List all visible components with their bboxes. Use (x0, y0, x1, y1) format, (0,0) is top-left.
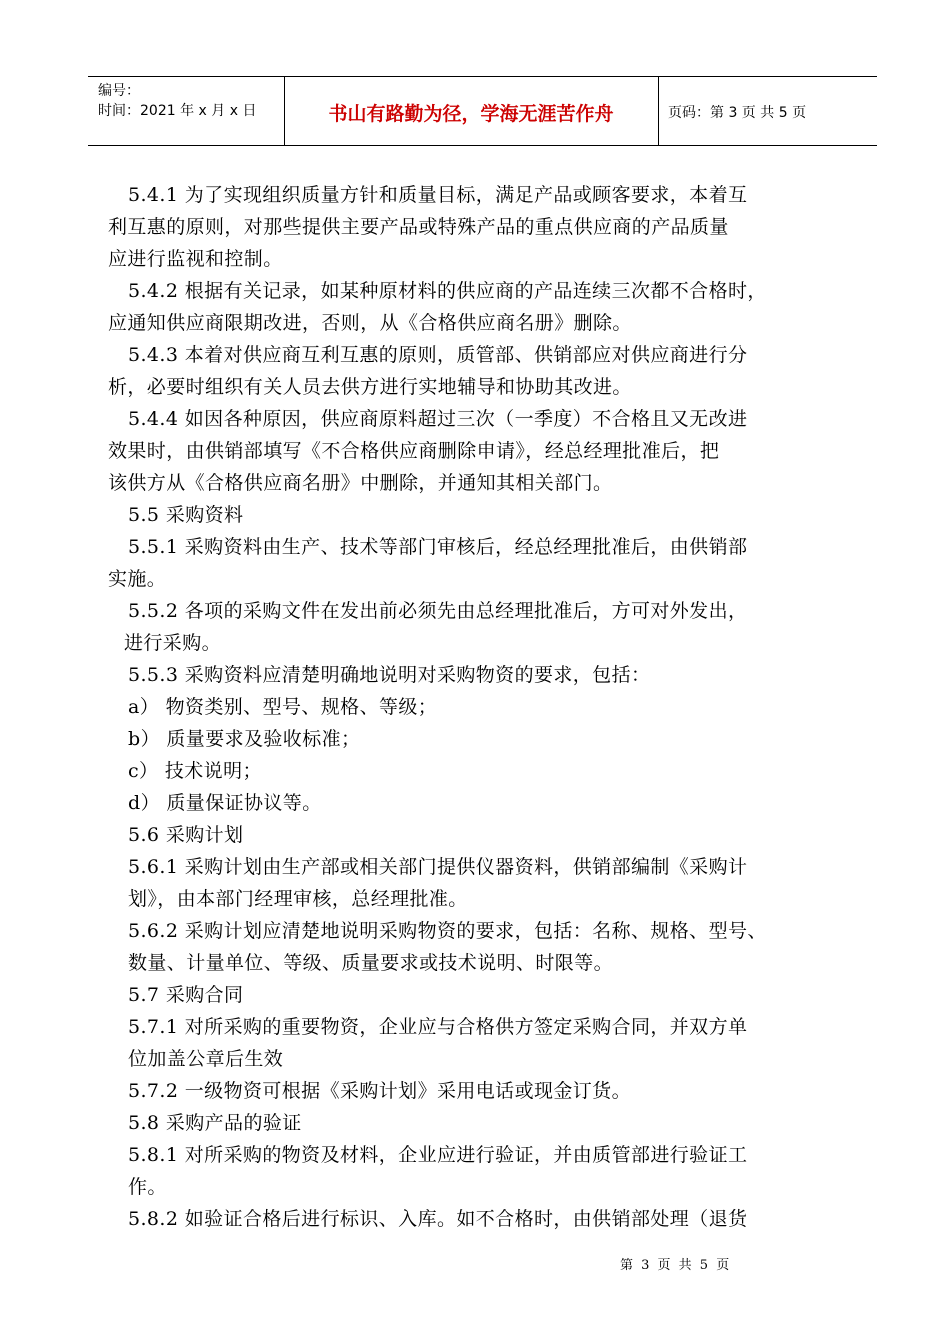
page-header (88, 76, 877, 146)
header-motto: 书山有路勤为径，学海无涯苦作舟 (328, 103, 614, 125)
section-heading: 5.5 采购资料 (128, 504, 244, 526)
body-line: 数量、计量单位、等级、质量要求或技术说明、时限等。 (128, 952, 614, 974)
body-line: 析，必要时组织有关人员去供方进行实地辅导和协助其改进。 (108, 376, 632, 398)
section-heading: 5.6 采购计划 (128, 824, 244, 846)
body-line: 应进行监视和控制。 (108, 248, 283, 270)
list-item: c） 技术说明； (128, 760, 262, 782)
body-line: 进行采购。 (124, 632, 222, 654)
list-item: a） 物资类别、型号、规格、等级； (128, 696, 438, 718)
body-line: 5.5.2 各项的采购文件在发出前必须先由总经理批准后，方可对外发出， (128, 600, 748, 622)
body-line: 应通知供应商限期改进，否则，从《合格供应商名册》删除。 (108, 312, 632, 334)
body-line: 该供方从《合格供应商名册》中删除，并通知其相关部门。 (108, 472, 613, 494)
header-divider-right (658, 77, 659, 145)
body-line: 位加盖公章后生效 (128, 1048, 284, 1070)
body-line: 作。 (128, 1176, 167, 1198)
body-line: 5.5.3 采购资料应清楚明确地说明对采购物资的要求，包括： (128, 664, 651, 686)
body-line: 5.7.1 对所采购的重要物资，企业应与合格供方签定采购合同，并双方单 (128, 1016, 748, 1038)
body-line: 划》，由本部门经理审核，总经理批准。 (128, 888, 468, 910)
header-page-number: 页码：第 3 页 共 5 页 (668, 105, 807, 121)
section-heading: 5.8 采购产品的验证 (128, 1112, 302, 1134)
body-line: 5.4.3 本着对供应商互利互惠的原则，质管部、供销部应对供应商进行分 (128, 344, 748, 366)
body-line: 5.4.4 如因各种原因，供应商原料超过三次（一季度）不合格且又无改进 (128, 408, 748, 430)
document-time-label: 时间：2021 年 x 月 x 日 (98, 103, 257, 119)
body-line: 5.4.2 根据有关记录，如某种原材料的供应商的产品连续三次都不合格时， (128, 280, 767, 302)
list-item: d） 质量保证协议等。 (128, 792, 322, 814)
header-meta (98, 81, 256, 121)
body-line: 5.5.1 采购资料由生产、技术等部门审核后，经总经理批准后，由供销部 (128, 536, 748, 558)
body-line: 5.7.2 一级物资可根据《采购计划》采用电话或现金订货。 (128, 1080, 631, 1102)
body-line: 5.4.1 为了实现组织质量方针和质量目标，满足产品或顾客要求，本着互 (128, 184, 748, 206)
section-heading: 5.7 采购合同 (128, 984, 244, 1006)
body-line: 5.6.2 采购计划应清楚地说明采购物资的要求，包括：名称、规格、型号、 (128, 920, 767, 942)
body-line: 效果时，由供销部填写《不合格供应商删除申请》，经总经理批准后，把 (108, 440, 720, 462)
page-footer: 第 3 页 共 5 页 (620, 1258, 730, 1273)
body-line: 实施。 (108, 568, 167, 590)
list-item: b） 质量要求及验收标准； (128, 728, 361, 750)
body-line: 5.6.1 采购计划由生产部或相关部门提供仪器资料，供销部编制《采购计 (128, 856, 748, 878)
body-line: 5.8.2 如验证合格后进行标识、入库。如不合格时，由供销部处理（退货 (128, 1208, 748, 1230)
document-number-label: 编号： (98, 83, 140, 99)
body-line: 5.8.1 对所采购的物资及材料，企业应进行验证，并由质管部进行验证工 (128, 1144, 748, 1166)
body-line: 利互惠的原则，对那些提供主要产品或特殊产品的重点供应商的产品质量 (108, 216, 729, 238)
